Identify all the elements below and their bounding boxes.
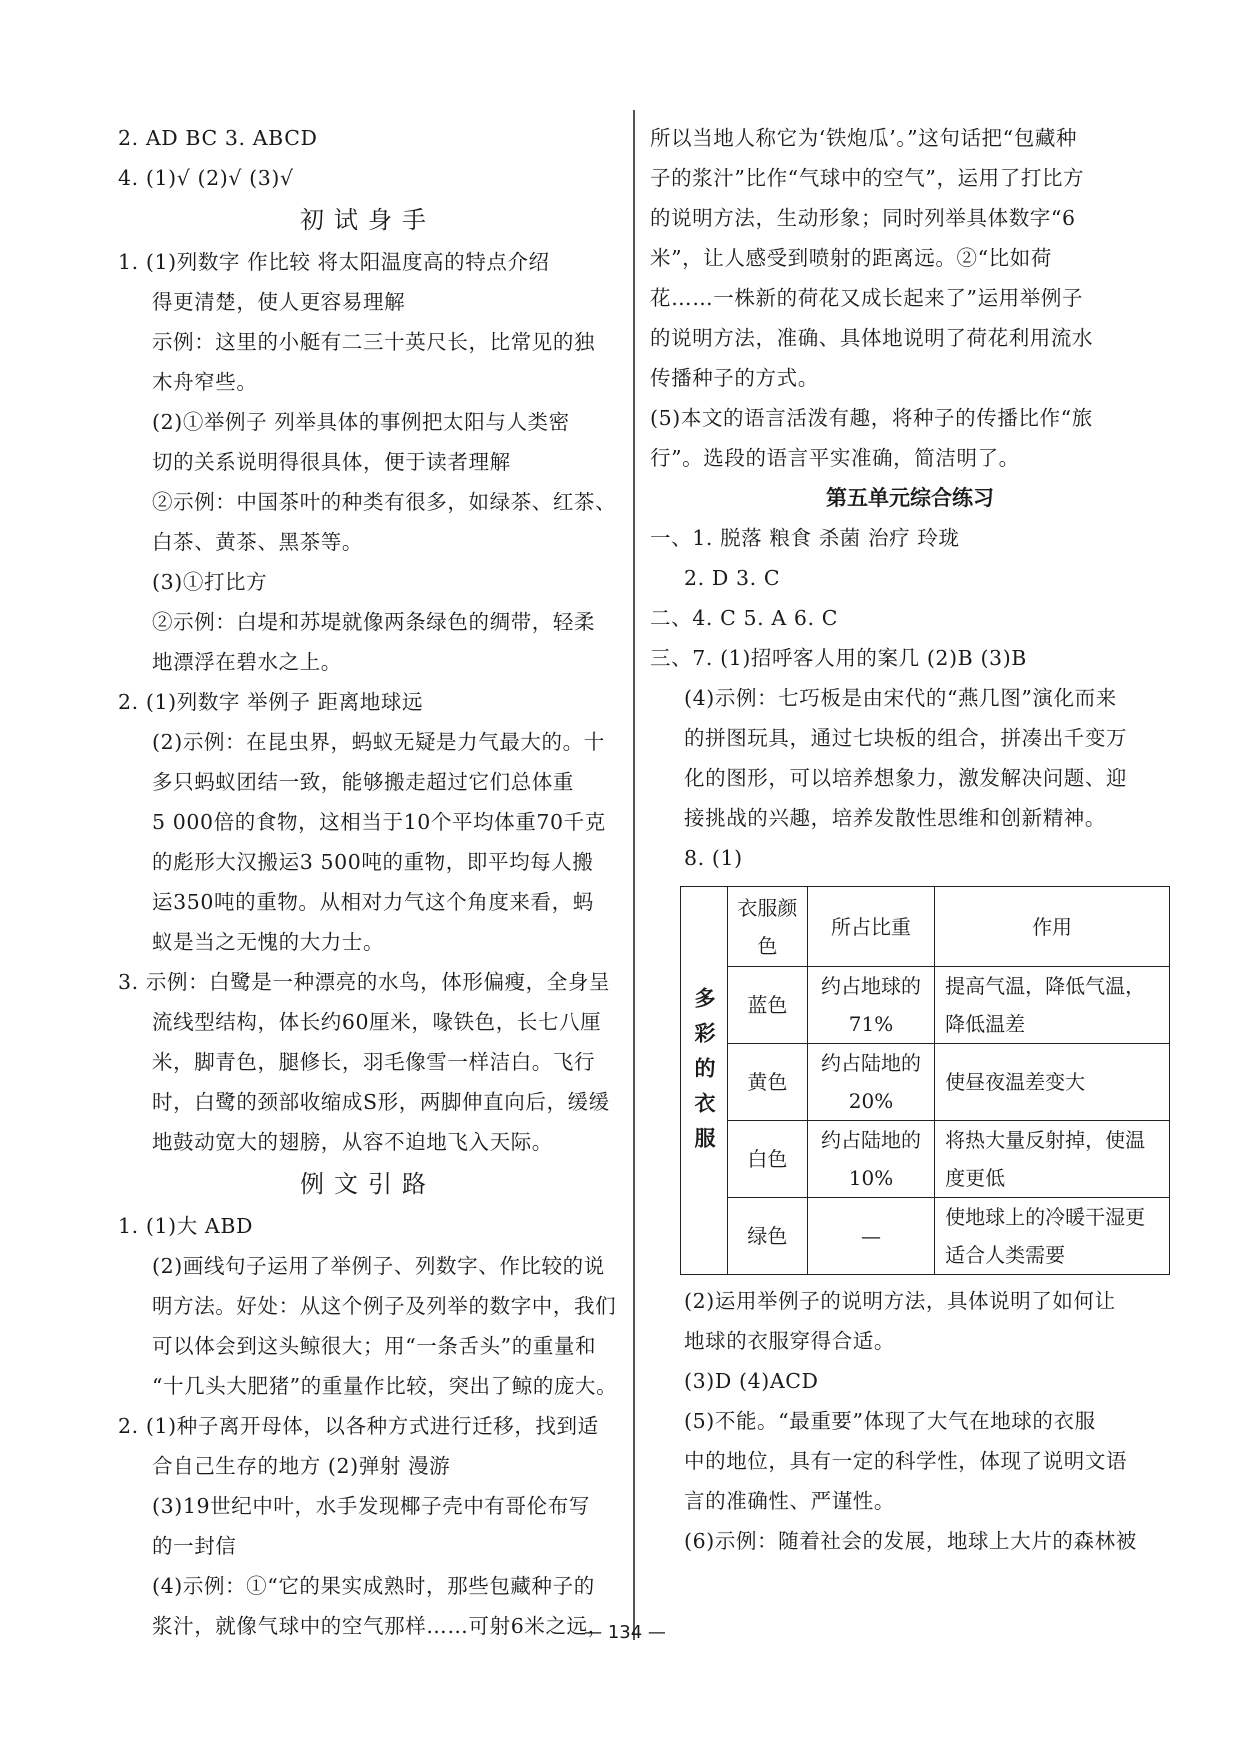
answer-line: (4)示例：①“它的果实成熟时，那些包藏种子的: [152, 1574, 595, 1598]
table-cell-effect: 使昼夜温差变大: [935, 1044, 1170, 1121]
answer-line: 明方法。好处：从这个例子及列举的数字中，我们: [152, 1294, 617, 1318]
answer-line: 的彪形大汉搬运3 500吨的重物，即平均每人搬: [152, 850, 594, 874]
answer-line: “十几头大肥猪”的重量作比较，突出了鲸的庞大。: [152, 1374, 618, 1398]
answer-line: 一、1. 脱落 粮食 杀菌 治疗 玲珑: [650, 526, 960, 550]
answer-line: 子的浆汁”比作“气球中的空气”，运用了打比方: [650, 166, 1085, 190]
table-cell-color: 黄色: [728, 1044, 808, 1121]
answer-line: 白茶、黄茶、黑茶等。: [152, 530, 363, 554]
table-cell-ratio: 约占地球的71%: [807, 967, 934, 1044]
answer-line: 的一封信: [152, 1534, 237, 1558]
section-title-chushi: 初试身手: [300, 206, 436, 234]
answer-line: 多只蚂蚁团结一致，能够搬走超过它们总体重: [152, 770, 574, 794]
answer-line: 中的地位，具有一定的科学性，体现了说明文语: [684, 1449, 1128, 1473]
answer-line: 米”，让人感受到喷射的距离远。②“比如荷: [650, 246, 1052, 270]
table-cell-ratio: 约占陆地的10%: [807, 1121, 934, 1198]
answer-line: 三、7. (1)招呼客人用的案几 (2)B (3)B: [650, 646, 1027, 670]
page-number: — 134 —: [584, 1622, 666, 1643]
answer-line: (3)19世纪中叶，水手发现椰子壳中有哥伦布写: [152, 1494, 590, 1518]
answer-line: 花……一株新的荷花又成长起来了”运用举例子: [650, 286, 1084, 310]
answer-line: 流线型结构，体长约60厘米，喙铁色，长七八厘: [152, 1010, 602, 1034]
answer-line: 切的关系说明得很具体，便于读者理解: [152, 450, 511, 474]
table-cell-effect: 提高气温，降低气温，降低温差: [935, 967, 1170, 1044]
answer-line: 可以体会到这头鲸很大；用“一条舌头”的重量和: [152, 1334, 597, 1358]
answer-line: 所以当地人称它为‘铁炮瓜’。”这句话把“包藏种: [650, 126, 1078, 150]
answer-line: 地鼓动宽大的翅膀，从容不迫地飞入天际。: [152, 1130, 553, 1154]
table-cell-ratio: —: [807, 1198, 934, 1275]
answer-line: (5)本文的语言活泼有趣，将种子的传播比作“旅: [650, 406, 1093, 430]
table-row: [681, 967, 1170, 1044]
table-header-cell: 作用: [935, 887, 1170, 967]
answer-line: 言的准确性、严谨性。: [684, 1489, 895, 1513]
answer-line: 浆汁，就像气球中的空气那样……可射6米之远，: [152, 1614, 609, 1638]
answer-line: 2. D 3. C: [684, 566, 781, 590]
answer-line: 2. (1)种子离开母体，以各种方式进行迁移，找到适: [118, 1414, 599, 1438]
answer-line: 化的图形，可以培养想象力，激发解决问题、迎: [684, 766, 1128, 790]
table-row: [681, 1198, 1170, 1275]
answer-line: 的拼图玩具，通过七块板的组合，拼凑出千变万: [684, 726, 1128, 750]
answer-line: 3. 示例：白鹭是一种漂亮的水鸟，体形偏瘦，全身呈: [118, 970, 611, 994]
table-row: [681, 1121, 1170, 1198]
answer-line: ②示例：中国茶叶的种类有很多，如绿茶、红茶、: [152, 490, 617, 514]
answer-line: (2)示例：在昆虫界，蚂蚁无疑是力气最大的。十: [152, 730, 605, 754]
answer-line: (2)运用举例子的说明方法，具体说明了如何让: [684, 1289, 1116, 1313]
answer-line: 的说明方法，生动形象；同时列举具体数字“6: [650, 206, 1076, 230]
answer-line: 4. (1)√ (2)√ (3)√: [118, 166, 294, 190]
answer-line: (3)D (4)ACD: [684, 1369, 819, 1393]
answer-line: 2. AD BC 3. ABCD: [118, 126, 318, 150]
clothes-table: [680, 886, 1170, 1275]
answer-line: 1. (1)大 ABD: [118, 1214, 254, 1238]
table-header-row: [681, 887, 1170, 967]
answer-line: 5 000倍的食物，这相当于10个平均体重70千克: [152, 810, 606, 834]
table-header-cell: 衣服颜色: [728, 887, 808, 967]
answer-line: 运350吨的重物。从相对力气这个角度来看，蚂: [152, 890, 594, 914]
answer-line: 蚁是当之无愧的大力士。: [152, 930, 385, 954]
answer-line: 1. (1)列数字 作比较 将太阳温度高的特点介绍: [118, 250, 550, 274]
answer-line: 2. (1)列数字 举例子 距离地球远: [118, 690, 424, 714]
answer-line: 木舟窄些。: [152, 370, 258, 394]
answer-line: (2)画线句子运用了举例子、列数字、作比较的说: [152, 1254, 605, 1278]
section-title-unit5: 第五单元综合练习: [826, 486, 994, 510]
answer-line: (5)不能。“最重要”体现了大气在地球的衣服: [684, 1409, 1096, 1433]
table-cell-color: 绿色: [728, 1198, 808, 1275]
answer-line: (4)示例：七巧板是由宋代的“燕几图”演化而来: [684, 686, 1117, 710]
table-row: [681, 1044, 1170, 1121]
table-cell-ratio: 约占陆地的20%: [807, 1044, 934, 1121]
answer-line: 8. (1): [684, 846, 743, 870]
answer-line: 示例：这里的小艇有二三十英尺长，比常见的独: [152, 330, 596, 354]
right-column: [650, 118, 1170, 1561]
answer-line: 接挑战的兴趣，培养发散性思维和创新精神。: [684, 806, 1106, 830]
column-divider: [633, 110, 635, 1640]
answer-line: 地漂浮在碧水之上。: [152, 650, 342, 674]
answer-line: (2)①举例子 列举具体的事例把太阳与人类密: [152, 410, 570, 434]
answer-line: 传播种子的方式。: [650, 366, 819, 390]
table-cell-color: 白色: [728, 1121, 808, 1198]
answer-line: 二、4. C 5. A 6. C: [650, 606, 839, 630]
answer-line: 米，脚青色，腿修长，羽毛像雪一样洁白。飞行: [152, 1050, 596, 1074]
table-cell-effect: 将热大量反射掉，使温度更低: [935, 1121, 1170, 1198]
table-header-cell: 所占比重: [807, 887, 934, 967]
table-cell-color: 蓝色: [728, 967, 808, 1044]
answer-line: (3)①打比方: [152, 570, 268, 594]
section-title-liwen: 例文引路: [300, 1170, 436, 1198]
answer-line: 的说明方法，准确、具体地说明了荷花利用流水: [650, 326, 1094, 350]
answer-line: (6)示例：随着社会的发展，地球上大片的森林被: [684, 1529, 1137, 1553]
answer-line: 合自己生存的地方 (2)弹射 漫游: [152, 1454, 451, 1478]
answer-line: 得更清楚，使人更容易理解: [152, 290, 406, 314]
answer-line: 行”。选段的语言平实准确，简洁明了。: [650, 446, 1020, 470]
answer-line: ②示例：白堤和苏堤就像两条绿色的绸带，轻柔: [152, 610, 596, 634]
table-cell-effect: 使地球上的冷暖干湿更适合人类需要: [935, 1198, 1170, 1275]
answer-line: 时，白鹭的颈部收缩成S形，两脚伸直向后，缓缓: [152, 1090, 610, 1114]
table-side-label: 多彩的衣服: [681, 887, 728, 1275]
answer-line: 地球的衣服穿得合适。: [684, 1329, 895, 1353]
left-column: [118, 118, 618, 1646]
